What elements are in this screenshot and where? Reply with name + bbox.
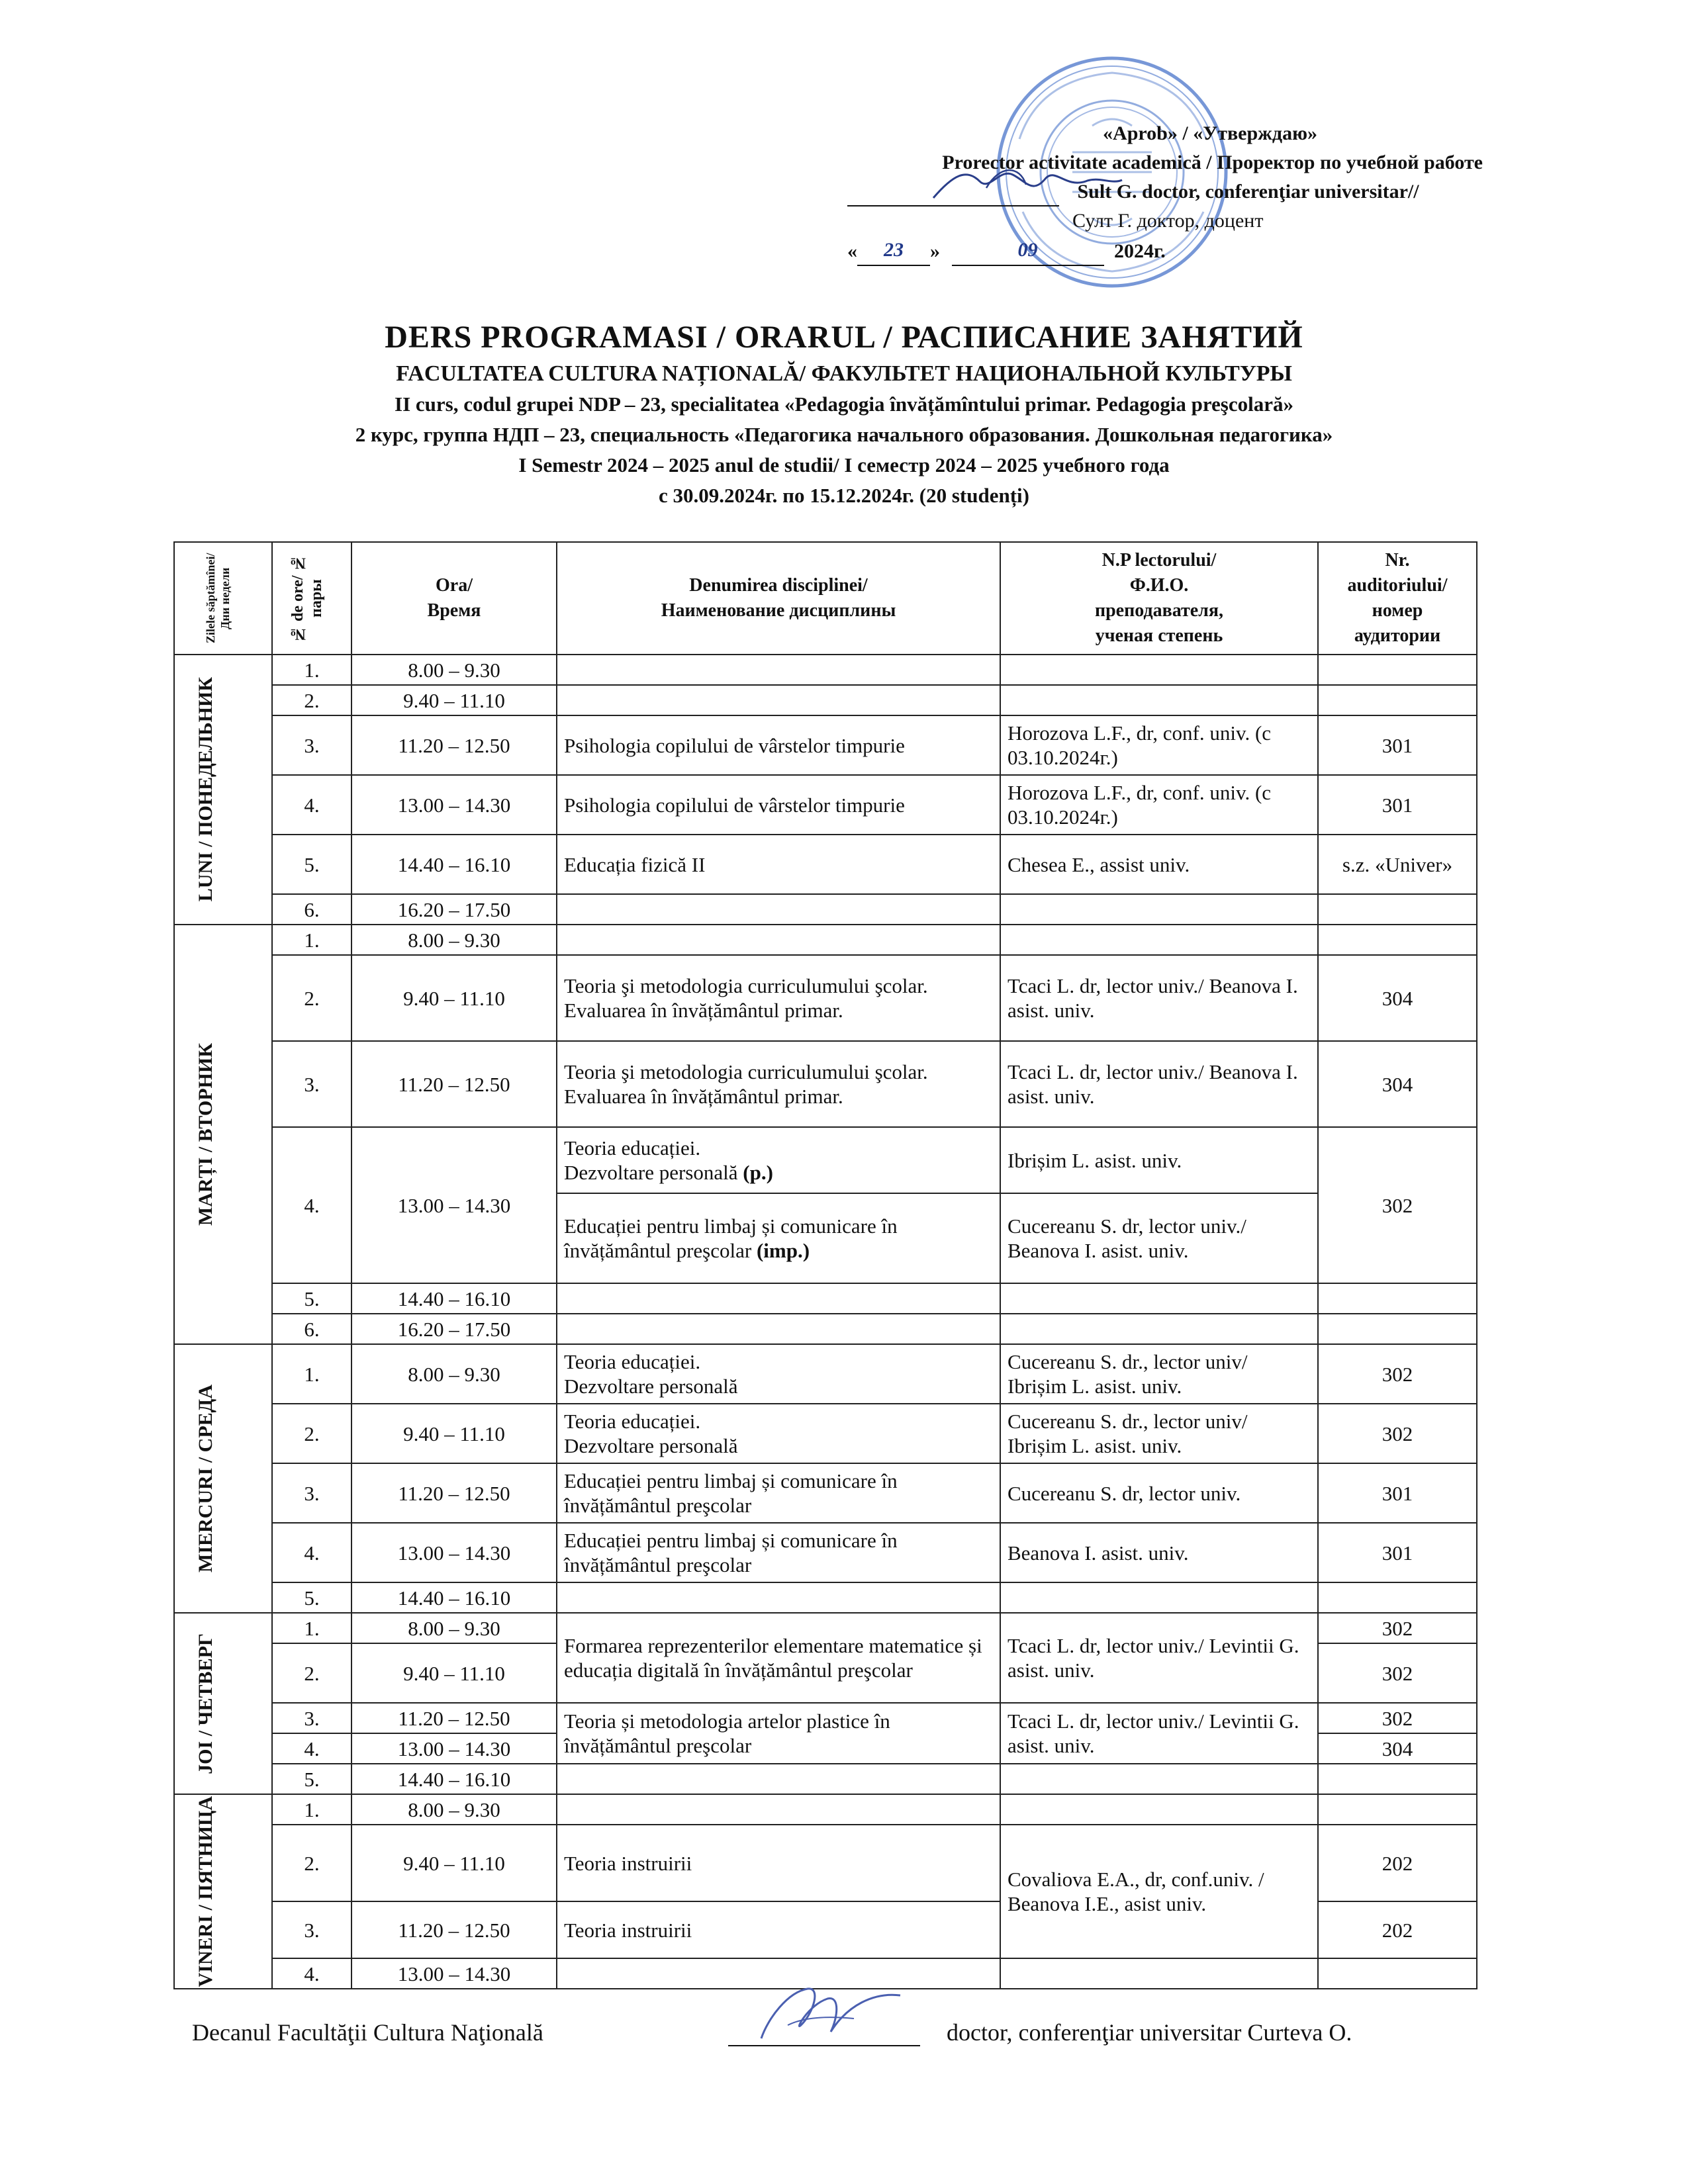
discipline-cell bbox=[557, 655, 1000, 685]
room-cell: 304 bbox=[1318, 1041, 1477, 1127]
pair-time: 13.00 – 14.30 bbox=[352, 1127, 557, 1283]
room-cell bbox=[1318, 1283, 1477, 1314]
approval-signature-line bbox=[847, 185, 1059, 206]
pair-time: 11.20 – 12.50 bbox=[352, 715, 557, 775]
approval-date-year: 2024г. bbox=[1114, 240, 1166, 262]
header-time: Ora/ Время bbox=[352, 542, 557, 655]
table-row bbox=[174, 715, 1477, 775]
discipline-cell: Teoria și metodologia artelor plastice în învățământul preşcolar bbox=[557, 1703, 1000, 1764]
approval-block bbox=[847, 119, 1483, 266]
pair-number: 2. bbox=[272, 685, 352, 715]
header-pair: № de ore/ № пары bbox=[272, 542, 352, 655]
day-thursday: JOI / ЧЕТВЕРГ bbox=[174, 1613, 272, 1794]
room-cell bbox=[1318, 1764, 1477, 1794]
schedule-table bbox=[173, 541, 1477, 1989]
pair-number: 2. bbox=[272, 955, 352, 1041]
pair-number: 2. bbox=[272, 1825, 352, 1901]
table-row bbox=[174, 1794, 1477, 1825]
pair-number: 1. bbox=[272, 1794, 352, 1825]
pair-number: 3. bbox=[272, 1901, 352, 1958]
lecturer-cell: Tcaci L. dr, lector univ./ Beanova I. asist. univ. bbox=[1000, 1041, 1318, 1127]
lecturer-cell: Cucereanu S. dr., lector univ/ Ibrișim L. asist. univ. bbox=[1000, 1404, 1318, 1463]
approval-title: «Aprob» / «Утверждаю» bbox=[1103, 122, 1317, 144]
room-cell bbox=[1318, 925, 1477, 955]
discipline-cell: Teoria şi metodologia curriculumului şcolar. Evaluarea în învățământul primar. bbox=[557, 955, 1000, 1041]
document-header bbox=[99, 316, 1589, 511]
pair-time: 16.20 – 17.50 bbox=[352, 894, 557, 925]
lecturer-cell bbox=[1000, 685, 1318, 715]
pair-time: 13.00 – 14.30 bbox=[352, 1958, 557, 1989]
room-cell: 302 bbox=[1318, 1127, 1477, 1283]
dean-signature-line bbox=[728, 2045, 920, 2046]
room-cell bbox=[1318, 685, 1477, 715]
group-line-ru: 2 курс, группа НДП – 23, специальность «Педагогика начального образования. Дошкольная педагогика» bbox=[355, 423, 1333, 446]
discipline-cell bbox=[557, 894, 1000, 925]
room-cell bbox=[1318, 655, 1477, 685]
lecturer-cell: Cucereanu S. dr, lector univ. bbox=[1000, 1463, 1318, 1523]
pair-time: 14.40 – 16.10 bbox=[352, 835, 557, 894]
table-row bbox=[174, 1041, 1477, 1127]
lecturer-cell bbox=[1000, 1314, 1318, 1344]
dean-title: Decanul Facultăţii Cultura Naţională bbox=[192, 2019, 543, 2046]
discipline-cell: Educației pentru limbaj și comunicare în învățământul preşcolar (imp.) bbox=[557, 1193, 1000, 1283]
room-cell: 202 bbox=[1318, 1901, 1477, 1958]
lecturer-cell bbox=[1000, 655, 1318, 685]
pair-time: 13.00 – 14.30 bbox=[352, 1523, 557, 1582]
lecturer-cell bbox=[1000, 1958, 1318, 1989]
room-cell: 202 bbox=[1318, 1825, 1477, 1901]
pair-time: 9.40 – 11.10 bbox=[352, 1825, 557, 1901]
pair-number: 4. bbox=[272, 1523, 352, 1582]
discipline-cell bbox=[557, 1764, 1000, 1794]
approval-position: Prorector activitate academică / Проректор по учебной работе bbox=[942, 152, 1483, 173]
room-cell: 302 bbox=[1318, 1344, 1477, 1404]
approval-date-month: 09 bbox=[952, 236, 1104, 266]
pair-number: 1. bbox=[272, 1344, 352, 1404]
day-wednesday: MIERCURI / СРЕДА bbox=[174, 1344, 272, 1613]
pair-time: 9.40 – 11.10 bbox=[352, 1643, 557, 1703]
room-cell bbox=[1318, 1582, 1477, 1613]
pair-time: 8.00 – 9.30 bbox=[352, 655, 557, 685]
lecturer-cell: Covaliova E.A., dr, conf.univ. / Beanova I.E., asist univ. bbox=[1000, 1825, 1318, 1958]
table-row bbox=[174, 835, 1477, 894]
group-line-ro: II curs, codul grupei NDP – 23, specialitatea «Pedagogia învățămîntului primar. Pedagogia preşcolară» bbox=[395, 392, 1293, 416]
lecturer-cell: Horozova L.F., dr, conf. univ. (c 03.10.2024г.) bbox=[1000, 715, 1318, 775]
discipline-cell bbox=[557, 1283, 1000, 1314]
discipline-cell bbox=[557, 1582, 1000, 1613]
approval-signatory-ru: Султ Г. доктор, доцент bbox=[1072, 210, 1264, 232]
table-row bbox=[174, 1463, 1477, 1523]
room-cell bbox=[1318, 1958, 1477, 1989]
pair-number: 6. bbox=[272, 894, 352, 925]
lecturer-cell: Tcaci L. dr, lector univ./ Levintii G. asist. univ. bbox=[1000, 1703, 1318, 1764]
lecturer-cell: Chesea E., assist univ. bbox=[1000, 835, 1318, 894]
table-row bbox=[174, 1703, 1477, 1733]
discipline-cell: Educația fizică II bbox=[557, 835, 1000, 894]
room-cell: 302 bbox=[1318, 1404, 1477, 1463]
room-cell bbox=[1318, 1314, 1477, 1344]
dean-name: doctor, conferenţiar universitar Curteva O. bbox=[947, 2019, 1352, 2046]
room-cell: 302 bbox=[1318, 1643, 1477, 1703]
lecturer-cell bbox=[1000, 894, 1318, 925]
discipline-cell: Teoria instruirii bbox=[557, 1901, 1000, 1958]
pair-time: 11.20 – 12.50 bbox=[352, 1901, 557, 1958]
pair-number: 4. bbox=[272, 1127, 352, 1283]
pair-time: 8.00 – 9.30 bbox=[352, 1344, 557, 1404]
table-row bbox=[174, 1127, 1477, 1193]
discipline-cell: Educației pentru limbaj și comunicare în învățământul preşcolar bbox=[557, 1523, 1000, 1582]
day-tuesday: MARȚI / ВТОРНИК bbox=[174, 925, 272, 1344]
pair-number: 5. bbox=[272, 835, 352, 894]
lecturer-cell: Horozova L.F., dr, conf. univ. (c 03.10.2024г.) bbox=[1000, 775, 1318, 835]
discipline-cell: Teoria educației. Dezvoltare personală (p.) bbox=[557, 1127, 1000, 1193]
discipline-cell: Psihologia copilului de vârstelor timpurie bbox=[557, 715, 1000, 775]
lecturer-cell: Beanova I. asist. univ. bbox=[1000, 1523, 1318, 1582]
pair-time: 14.40 – 16.10 bbox=[352, 1283, 557, 1314]
header-days: Zilele săptămînei/ Дни недели bbox=[174, 542, 272, 655]
document-title: DERS PROGRAMASI / ORARUL / РАСПИСАНИЕ ЗАНЯТИЙ bbox=[385, 320, 1303, 355]
pair-number: 6. bbox=[272, 1314, 352, 1344]
header-discipline: Denumirea disciplinei/ Наименование дисциплины bbox=[557, 542, 1000, 655]
lecturer-cell bbox=[1000, 1283, 1318, 1314]
table-row bbox=[174, 925, 1477, 955]
table-row bbox=[174, 1582, 1477, 1613]
pair-number: 2. bbox=[272, 1643, 352, 1703]
pair-number: 2. bbox=[272, 1404, 352, 1463]
table-header-row bbox=[174, 542, 1477, 655]
pair-time: 11.20 – 12.50 bbox=[352, 1463, 557, 1523]
table-row bbox=[174, 1825, 1477, 1901]
pair-time: 9.40 – 11.10 bbox=[352, 955, 557, 1041]
lecturer-cell: Tcaci L. dr, lector univ./ Beanova I. asist. univ. bbox=[1000, 955, 1318, 1041]
approval-signatory: Sult G. doctor, conferenţiar universitar// bbox=[1077, 181, 1419, 203]
table-row bbox=[174, 655, 1477, 685]
dean-signature bbox=[722, 1979, 920, 2045]
discipline-cell: Psihologia copilului de vârstelor timpurie bbox=[557, 775, 1000, 835]
table-row bbox=[174, 1613, 1477, 1643]
room-cell: 304 bbox=[1318, 955, 1477, 1041]
pair-time: 11.20 – 12.50 bbox=[352, 1703, 557, 1733]
day-monday: LUNI / ПОНЕДЕЛЬНИК bbox=[174, 655, 272, 925]
room-cell: 301 bbox=[1318, 1463, 1477, 1523]
discipline-cell: Teoria şi metodologia curriculumului şcolar. Evaluarea în învățământul primar. bbox=[557, 1041, 1000, 1127]
lecturer-cell bbox=[1000, 1794, 1318, 1825]
header-lecturer: N.P lectorului/ Ф.И.О. преподавателя, ученая степень bbox=[1000, 542, 1318, 655]
pair-time: 14.40 – 16.10 bbox=[352, 1582, 557, 1613]
discipline-cell bbox=[557, 1794, 1000, 1825]
approval-date-day: 23 bbox=[857, 236, 930, 266]
discipline-cell: Formarea reprezenterilor elementare matematice și educația digitală în învățământul preşcolar bbox=[557, 1613, 1000, 1703]
pair-number: 3. bbox=[272, 1703, 352, 1733]
pair-number: 4. bbox=[272, 1958, 352, 1989]
pair-number: 3. bbox=[272, 1463, 352, 1523]
table-row bbox=[174, 1523, 1477, 1582]
lecturer-cell: Cucereanu S. dr, lector univ./ Beanova I. asist. univ. bbox=[1000, 1193, 1318, 1283]
table-row bbox=[174, 1404, 1477, 1463]
table-row bbox=[174, 1764, 1477, 1794]
header-room: Nr. auditoriului/ номер аудитории bbox=[1318, 542, 1477, 655]
lecturer-cell: Tcaci L. dr, lector univ./ Levintii G. asist. univ. bbox=[1000, 1613, 1318, 1703]
approval-signature bbox=[927, 161, 1125, 208]
pair-number: 5. bbox=[272, 1764, 352, 1794]
discipline-cell bbox=[557, 925, 1000, 955]
discipline-cell: Teoria educației. Dezvoltare personală bbox=[557, 1344, 1000, 1404]
table-row bbox=[174, 894, 1477, 925]
room-cell: s.z. «Univer» bbox=[1318, 835, 1477, 894]
lecturer-cell: Cucereanu S. dr., lector univ/ Ibrișim L. asist. univ. bbox=[1000, 1344, 1318, 1404]
room-cell: 301 bbox=[1318, 775, 1477, 835]
pair-number: 5. bbox=[272, 1283, 352, 1314]
pair-number: 5. bbox=[272, 1582, 352, 1613]
period-line: с 30.09.2024г. по 15.12.2024г. (20 studenți) bbox=[659, 484, 1029, 507]
pair-time: 16.20 – 17.50 bbox=[352, 1314, 557, 1344]
pair-time: 9.40 – 11.10 bbox=[352, 685, 557, 715]
lecturer-cell bbox=[1000, 925, 1318, 955]
pair-time: 11.20 – 12.50 bbox=[352, 1041, 557, 1127]
pair-number: 1. bbox=[272, 925, 352, 955]
discipline-cell bbox=[557, 1314, 1000, 1344]
pair-number: 3. bbox=[272, 1041, 352, 1127]
pair-number: 1. bbox=[272, 655, 352, 685]
faculty-title: FACULTATEA CULTURA NAȚIONALĂ/ ФАКУЛЬТЕТ НАЦИОНАЛЬНОЙ КУЛЬТУРЫ bbox=[396, 361, 1292, 386]
room-cell bbox=[1318, 1794, 1477, 1825]
table-row bbox=[174, 1344, 1477, 1404]
table-row bbox=[174, 775, 1477, 835]
table-row bbox=[174, 1283, 1477, 1314]
room-cell: 302 bbox=[1318, 1703, 1477, 1733]
lecturer-cell bbox=[1000, 1582, 1318, 1613]
lecturer-cell: Ibrișim L. asist. univ. bbox=[1000, 1127, 1318, 1193]
pair-time: 8.00 – 9.30 bbox=[352, 1613, 557, 1643]
pair-number: 1. bbox=[272, 1613, 352, 1643]
discipline-cell bbox=[557, 685, 1000, 715]
pair-time: 8.00 – 9.30 bbox=[352, 925, 557, 955]
room-cell bbox=[1318, 894, 1477, 925]
pair-number: 4. bbox=[272, 1733, 352, 1764]
semester-line: I Semestr 2024 – 2025 anul de studii/ I семестр 2024 – 2025 учебного года bbox=[518, 453, 1170, 477]
room-cell: 301 bbox=[1318, 715, 1477, 775]
pair-time: 13.00 – 14.30 bbox=[352, 1733, 557, 1764]
day-friday: VINERI / ПЯТНИЦА bbox=[174, 1794, 272, 1989]
pair-number: 4. bbox=[272, 775, 352, 835]
discipline-cell: Educației pentru limbaj și comunicare în învățământul preşcolar bbox=[557, 1463, 1000, 1523]
pair-time: 13.00 – 14.30 bbox=[352, 775, 557, 835]
discipline-cell: Teoria instruirii bbox=[557, 1825, 1000, 1901]
pair-time: 14.40 – 16.10 bbox=[352, 1764, 557, 1794]
lecturer-cell bbox=[1000, 1764, 1318, 1794]
room-cell: 304 bbox=[1318, 1733, 1477, 1764]
table-row bbox=[174, 1314, 1477, 1344]
pair-time: 8.00 – 9.30 bbox=[352, 1794, 557, 1825]
approval-date: « 23 » 09 2024г. bbox=[847, 236, 1483, 266]
discipline-cell: Teoria educației. Dezvoltare personală bbox=[557, 1404, 1000, 1463]
pair-number: 3. bbox=[272, 715, 352, 775]
room-cell: 301 bbox=[1318, 1523, 1477, 1582]
pair-time: 9.40 – 11.10 bbox=[352, 1404, 557, 1463]
table-row bbox=[174, 955, 1477, 1041]
room-cell: 302 bbox=[1318, 1613, 1477, 1643]
table-row bbox=[174, 685, 1477, 715]
